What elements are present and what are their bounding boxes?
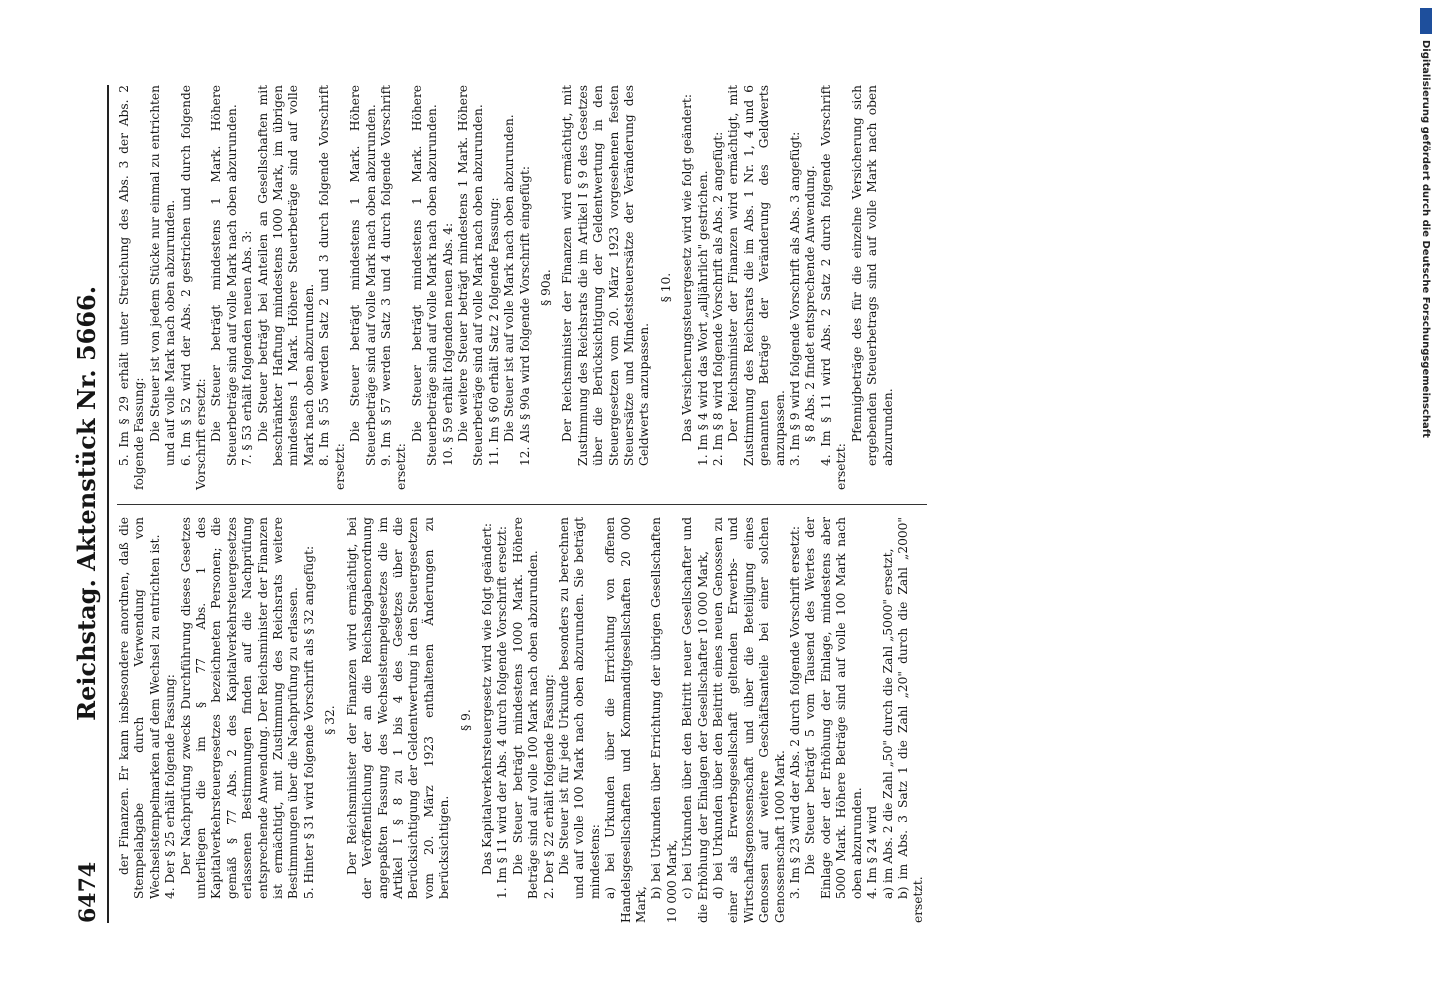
right-column	[117, 85, 927, 504]
right-column-paragraph: 2. Im § 8 wird folgende Vorschrift als Abs. 2 angefügt:	[711, 131, 726, 466]
left-column-paragraph: c) bei Urkunden über den Beitritt neuer Gesellschafter und die Erhöhung der Einlagen der Gesellschafter 10 000 Mark,	[680, 517, 710, 923]
right-column-paragraph: 6. Im § 52 wird der Abs. 2 gestrichen und durch folgende Vorschrift ersetzt:	[178, 85, 209, 490]
right-column-paragraph: Der Reichsminister der Finanzen wird ermächtigt, mit Zustimmung des Reichsrats die im Artikel I § 9 des Gesetzes über die Berücksichtigung der Geldentwertung in den Steuergesetzen vom 20. März 1923 vorgesehenen festen Steuersätze und Mindeststeuersätze der Veränderung des Geldwerts anzupassen.	[560, 85, 652, 466]
left-column-paragraph: Die Steuer beträgt mindestens 1000 Mark. Höhere Beträge sind auf volle 100 Mark nach oben abzurunden.	[510, 517, 541, 899]
right-column-paragraph: Die weitere Steuer beträgt mindestens 1 Mark. Höhere Steuerbeträge sind auf volle Mark nach oben abzurunden.	[455, 85, 486, 466]
left-column-paragraph: der Finanzen. Er kann insbesondere anordnen, daß die Stempelabgabe durch Verwendung von Wechselstempelmarken auf dem Wechsel zu entrichten ist.	[117, 517, 162, 899]
page-number: 6474	[75, 861, 101, 923]
right-column-paragraph: 12. Als § 90a wird folgende Vorschrift eingefügt:	[517, 166, 532, 466]
left-column-paragraph: 3. Im § 23 wird der Abs. 2 durch folgende Vorschrift ersetzt:	[788, 525, 803, 899]
text-columns	[109, 85, 927, 923]
right-column-paragraph: 3. Im § 9 wird folgende Vorschrift als Abs. 3 angefügt:	[788, 131, 803, 466]
right-column-paragraph: § 8 Abs. 2 findet entsprechende Anwendung.	[803, 165, 818, 442]
right-column-paragraph: Die Steuer beträgt mindestens 1 Mark. Höhere Steuerbeträge sind auf volle Mark nach oben abzurunden.	[348, 85, 378, 466]
right-column-paragraph: 7. § 53 erhält folgenden neuen Abs. 3:	[240, 230, 255, 466]
left-column	[117, 504, 927, 923]
right-column-paragraph: § 10.	[658, 272, 673, 303]
right-column-paragraph: 4. Im § 11 wird Abs. 2 Satz 2 durch folgende Vorschrift ersetzt:	[818, 85, 849, 490]
page-header	[63, 85, 109, 923]
left-column-paragraph: a) im Abs. 2 die Zahl „50" durch die Zahl „5000" ersetzt,	[880, 548, 895, 899]
left-column-paragraph: Das Kapitalverkehrsteuergesetz wird wie folgt geändert:	[479, 523, 494, 875]
left-column-paragraph: 4. Der § 25 erhält folgende Fassung:	[163, 674, 178, 899]
left-column-paragraph: § 9.	[458, 709, 473, 731]
left-column-paragraph: 1. Im § 11 wird der Abs. 4 durch folgende Vorschrift ersetzt:	[495, 525, 510, 899]
left-column-paragraph: 2. Der § 22 erhält folgende Fassung:	[541, 674, 556, 899]
right-column-paragraph: 1. Im § 4 wird das Wort „alljährlich" gestrichen.	[695, 170, 710, 466]
left-column-paragraph: 5. Hinter § 31 wird folgende Vorschrift als § 32 angefügt:	[301, 545, 316, 899]
right-column-paragraph: 8. Im § 55 werden Satz 2 und 3 durch folgende Vorschrift ersetzt:	[317, 85, 347, 490]
right-column-paragraph: 10. § 59 erhält folgenden neuen Abs. 4:	[440, 222, 455, 466]
right-column-paragraph: 11. Im § 60 erhält Satz 2 folgende Fassung:	[486, 197, 501, 466]
page-title: Reichstag. Aktenstück Nr. 5666.	[72, 285, 101, 721]
right-column-paragraph: Die Steuer ist von jedem Stücke nur einmal zu entrichten und auf volle Mark nach oben abzurunden.	[147, 85, 178, 466]
left-column-paragraph: a) bei Urkunden über die Errichtung von offenen Handelsgesellschaften und Kommanditgesellschaften 20 000 Mark,	[603, 517, 648, 923]
right-column-paragraph: Der Reichsminister der Finanzen wird ermächtigt, mit Zustimmung des Reichsrats die im Abs. 1 Nr. 1, 4 und 6 genannten Beträge der Veränderung des Geldwerts anzupassen.	[726, 85, 787, 466]
left-column-paragraph: b) bei Urkunden über Errichtung der übrigen Gesellschaften 10 000 Mark,	[649, 517, 679, 923]
left-column-paragraph: d) bei Urkunden über den Beitritt eines neuen Genossen zu einer als Erwerbsgesellschaft geltenden Erwerbs- und Wirtschaftsgenossenschaft und über die Beteiligung eines Genossen auf weitere Geschäftsanteile bei einer solchen Genossenschaft 1000 Mark.	[711, 517, 787, 923]
digitization-watermark	[1417, 10, 1433, 990]
left-column-paragraph: Die Steuer ist für jede Urkunde besonders zu berechnen und auf volle 100 Mark nach oben abzurunden. Sie beträgt mindestens:	[556, 517, 602, 899]
right-column-paragraph: Pfennigbeträge des für die einzelne Versicherung sich ergebenden Steuerbetrags sind auf volle Mark nach oben abzurunden.	[849, 85, 895, 466]
right-column-paragraph: § 90a.	[538, 269, 553, 306]
left-column-paragraph: b) im Abs. 3 Satz 1 die Zahl „20" durch die Zahl „2000" ersetzt.	[895, 517, 926, 923]
document-page	[55, 55, 1325, 945]
right-column-paragraph: Die Steuer beträgt mindestens 1 Mark. Höhere Steuerbeträge sind auf volle Mark nach oben abzurunden.	[409, 85, 440, 466]
left-column-paragraph: Die Steuer beträgt 5 vom Tausend des Wertes der Einlage oder der Erhöhung der Einlage, mindestens aber 5000 Mark. Höhere Beträge sind auf volle 100 Mark nach oben abzurunden.	[803, 517, 864, 899]
right-column-paragraph: Die Steuer ist auf volle Mark nach oben abzurunden.	[502, 114, 517, 442]
right-column-paragraph: Die Steuer beträgt mindestens 1 Mark. Höhere Steuerbeträge sind auf volle Mark nach oben abzurunden.	[209, 85, 239, 466]
right-column-paragraph: Die Steuer beträgt bei Anteilen an Gesellschaften mit beschränkter Haftung mindestens 1000 Mark, im übrigen mindestens 1 Mark. Höhere Steuerbeträge sind auf volle Mark nach oben abzurunden.	[255, 85, 316, 466]
left-column-paragraph: Der Nachprüfung zwecks Durchführung dieses Gesetzes unterliegen die im § 77 Abs. 1 des Kapitalverkehrsteuergesetzes bezeichneten Personen; die gemäß § 77 Abs. 2 des Kapitalverkehrsteuergesetzes erlassenen Bestimmungen finden auf die Nachprüfung entsprechende Anwendung. Der Reichsminister der Finanzen ist ermächtigt, mit Zustimmung des Reichsrats weitere Bestimmungen über die Nachprüfung zu erlassen.	[178, 517, 301, 899]
left-column-paragraph: 4. Im § 24 wird	[865, 805, 880, 899]
watermark-text: Digitalisierung gefördert durch die Deutsche Forschungsgemeinschaft	[1420, 40, 1431, 438]
left-column-paragraph: § 32.	[323, 705, 338, 735]
right-column-paragraph: 5. Im § 29 erhält unter Streichung des Abs. 3 der Abs. 2 folgende Fassung:	[117, 85, 147, 490]
right-column-paragraph: 9. Im § 57 werden Satz 3 und 4 durch folgende Vorschrift ersetzt:	[378, 85, 409, 490]
right-column-paragraph: Das Versicherungssteuergesetz wird wie folgt geändert:	[680, 94, 695, 442]
left-column-paragraph: Der Reichsminister der Finanzen wird ermächtigt, bei der Veröffentlichung der an die Reichsabgabenordnung angepaßten Fassung des Wechselstempelgesetzes die im Artikel I § 8 zu 1 bis 4 des Gesetzes über die Berücksichtigung der Geldentwertung in den Steuergesetzen vom 20. März 1923 enthaltenen Änderungen zu berücksichtigen.	[344, 517, 452, 899]
